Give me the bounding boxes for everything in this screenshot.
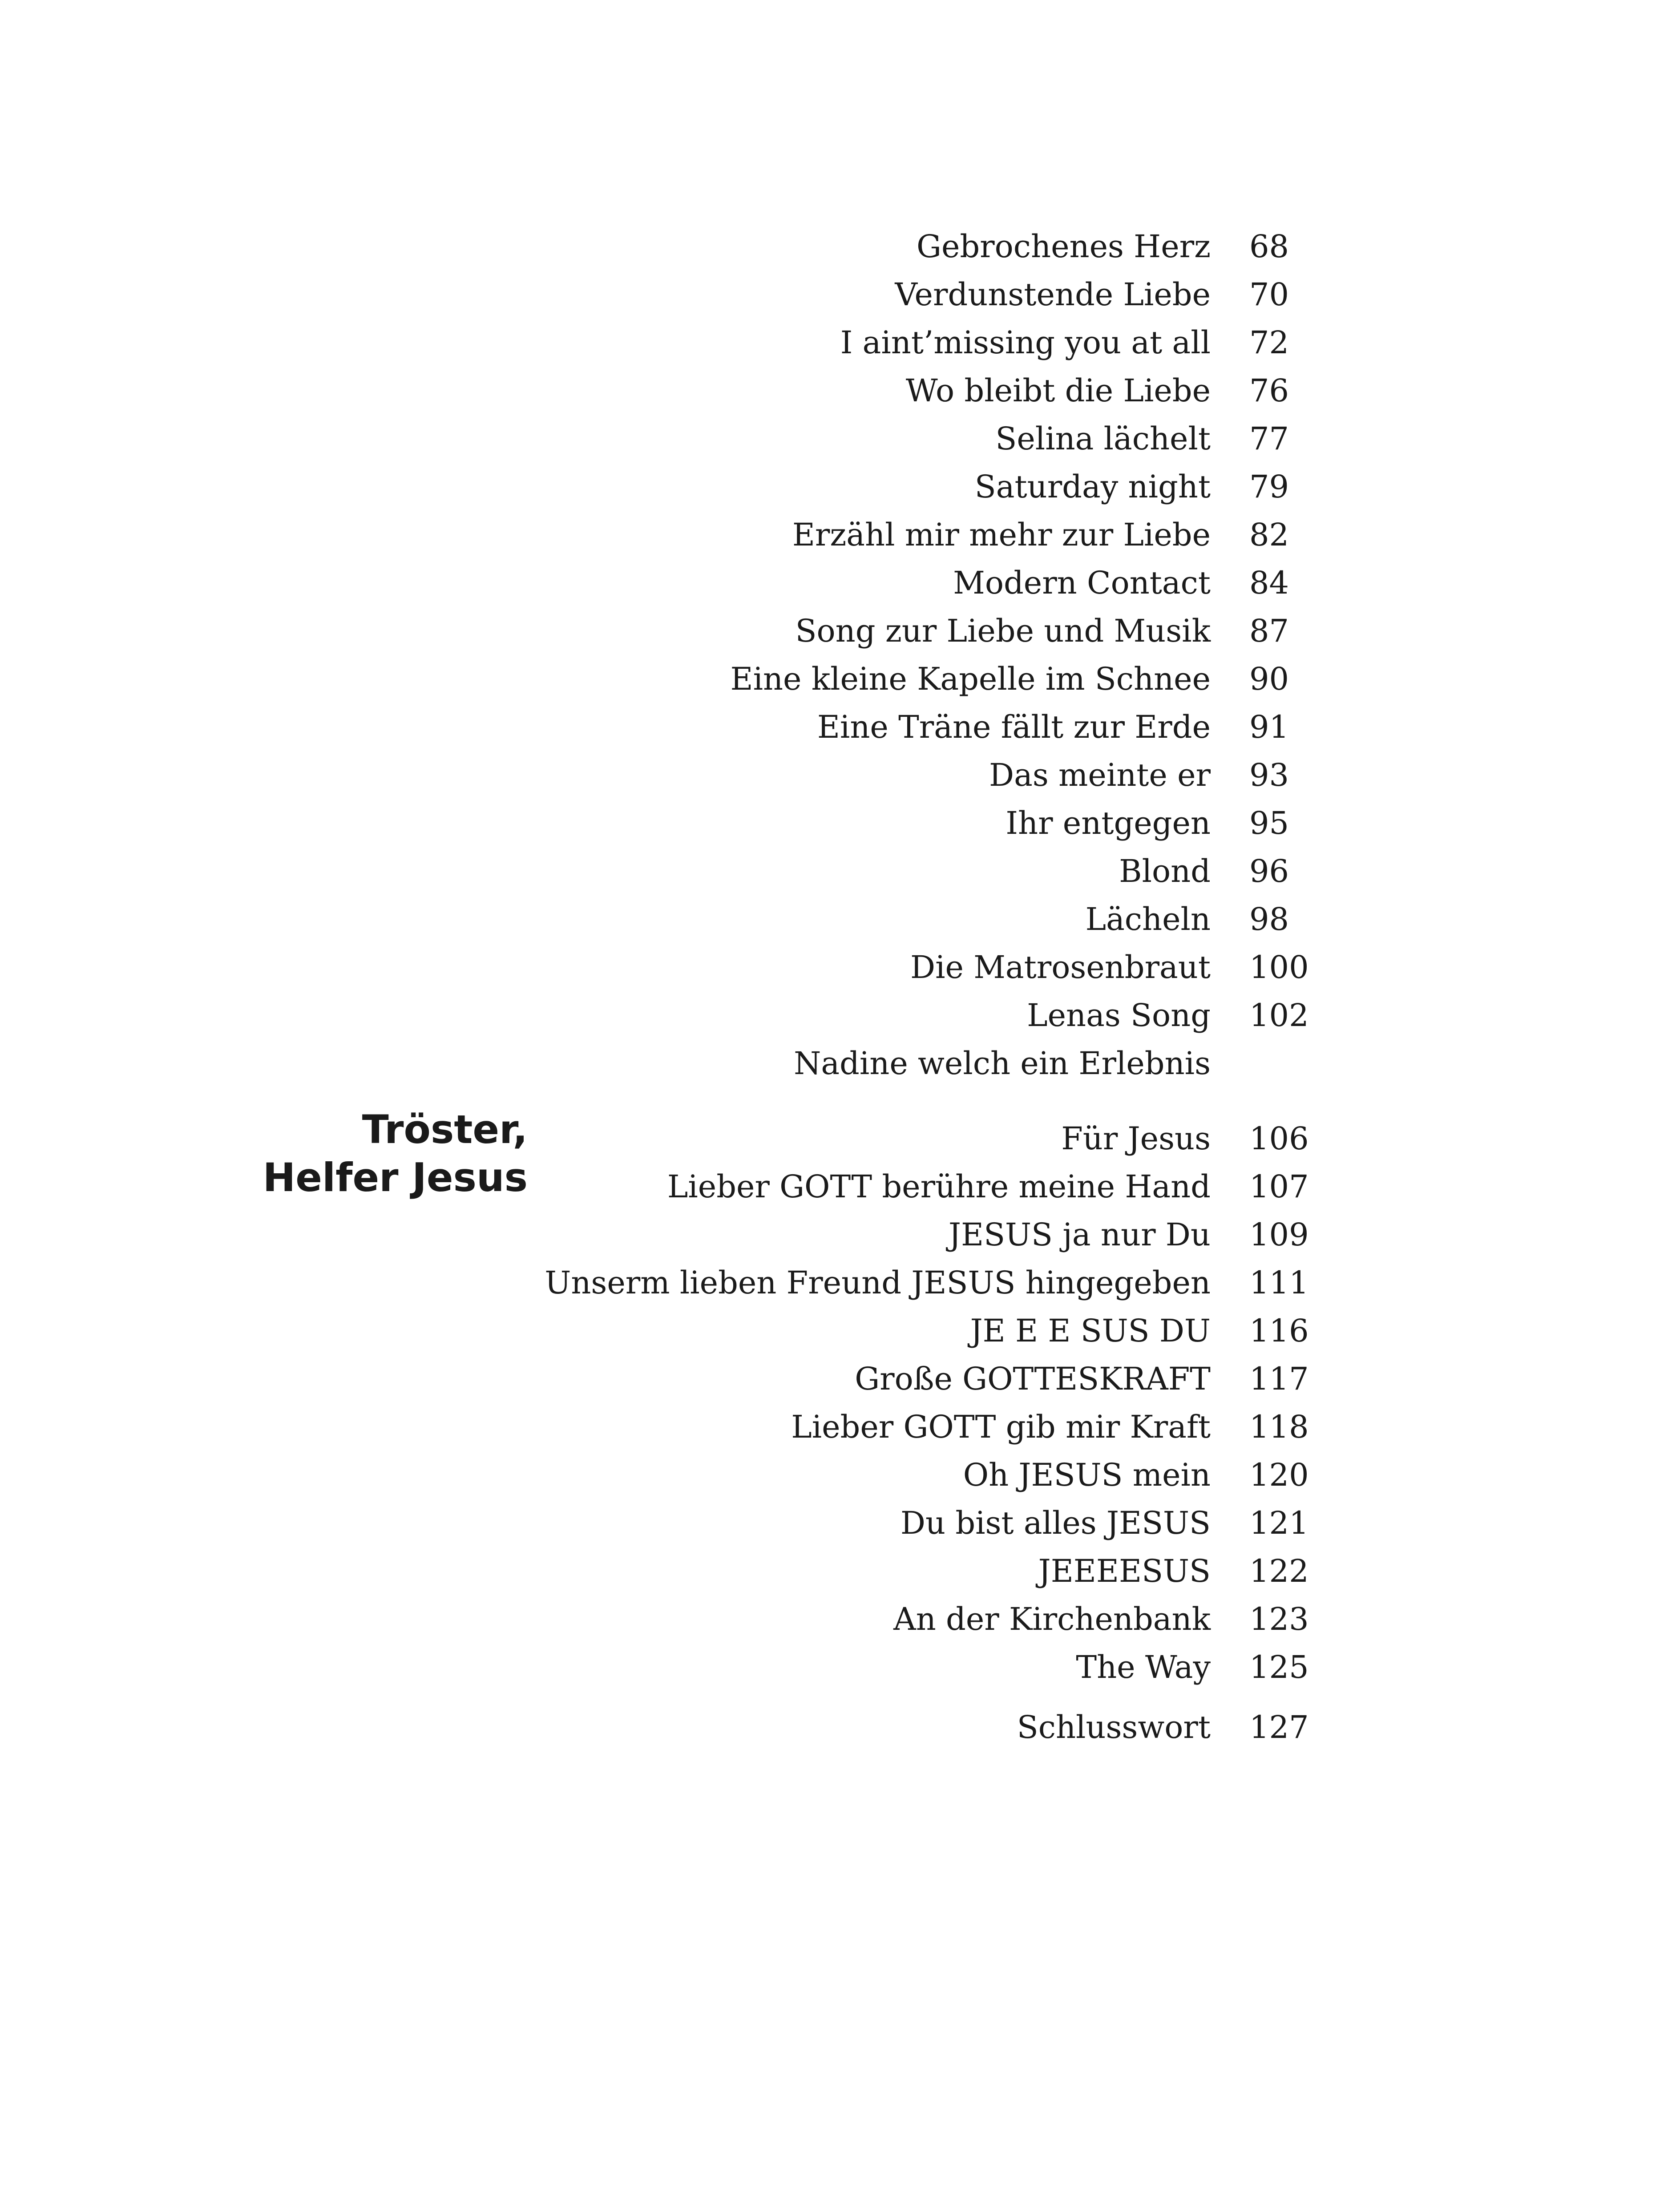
toc-entry-page: 82	[1249, 517, 1289, 553]
toc-entry-title: Blond	[1119, 853, 1211, 889]
toc-entry	[0, 799, 1680, 847]
toc-entry-page: 100	[1249, 949, 1309, 986]
toc-entry-title: I aint’missing you at all	[840, 324, 1211, 361]
toc-entry-page: 76	[1249, 372, 1289, 409]
toc-entry-title: Modern Contact	[953, 565, 1211, 601]
toc-entry-page: 118	[1249, 1409, 1309, 1445]
toc-entry-page: 125	[1249, 1649, 1309, 1685]
toc-entry-page: 123	[1249, 1601, 1309, 1637]
toc-entry	[0, 367, 1680, 415]
toc-entry-title: Du bist alles JESUS	[900, 1505, 1211, 1541]
toc-entry	[0, 1039, 1680, 1087]
toc-entry	[0, 751, 1680, 799]
toc-entry	[0, 1115, 1680, 1163]
toc-entry-title: Eine kleine Kapelle im Schnee	[730, 661, 1211, 697]
toc-entry-page: 122	[1249, 1553, 1309, 1589]
toc-entry-page: 127	[1249, 1709, 1309, 1745]
toc-entry-title: Erzähl mir mehr zur Liebe	[792, 517, 1211, 553]
toc-entry-page: 90	[1249, 661, 1289, 697]
toc-entry-title: Lieber GOTT berühre meine Hand	[667, 1168, 1211, 1205]
toc-entry-title: JESUS ja nur Du	[948, 1216, 1211, 1253]
toc-entry	[0, 1547, 1680, 1595]
toc-entry-title: Selina lächelt	[995, 420, 1211, 457]
toc-entry-title: Oh JESUS mein	[963, 1457, 1211, 1493]
toc-entry-title: Lieber GOTT gib mir Kraft	[791, 1409, 1211, 1445]
toc-entry-title: Die Matrosenbraut	[910, 949, 1211, 986]
toc-entry-page: 98	[1249, 901, 1289, 937]
toc-entry-page: 70	[1249, 276, 1289, 313]
toc-entry	[0, 271, 1680, 319]
toc-entry-page: 109	[1249, 1216, 1309, 1253]
toc-entry	[0, 319, 1680, 367]
toc-entry-page: 84	[1249, 565, 1289, 601]
toc-entry	[0, 222, 1680, 271]
toc-entry-page: 102	[1249, 997, 1309, 1034]
toc-entry-title: Für Jesus	[1061, 1120, 1211, 1157]
toc-entry-title: JE E E SUS DU	[970, 1313, 1211, 1349]
toc-entry-page: 77	[1249, 420, 1289, 457]
toc-entry-closing	[0, 1703, 1680, 1751]
toc-entry-title: Lächeln	[1085, 901, 1211, 937]
toc-entry	[0, 1595, 1680, 1643]
toc-entry	[0, 463, 1680, 511]
toc-entry	[0, 703, 1680, 751]
toc-entry	[0, 1643, 1680, 1691]
toc-entry-title: Verdunstende Liebe	[895, 276, 1211, 313]
toc-entry-page: 107	[1249, 1168, 1309, 1205]
toc-entry-page: 111	[1249, 1265, 1309, 1301]
toc-entry-title: Wo bleibt die Liebe	[905, 372, 1211, 409]
toc-entry-title: Das meinte er	[989, 757, 1211, 793]
toc-entry-title: The Way	[1076, 1649, 1211, 1685]
toc-entry-title: Gebrochenes Herz	[917, 228, 1211, 265]
toc-entry-title: Große GOTTESKRAFT	[855, 1361, 1211, 1397]
toc-entry-page: 96	[1249, 853, 1289, 889]
toc-entry	[0, 511, 1680, 559]
toc-entry-title: Lenas Song	[1027, 997, 1211, 1034]
toc-entry-page: 116	[1249, 1313, 1309, 1349]
toc-entry-title: Saturday night	[974, 469, 1211, 505]
toc-entry-title: JEEEESUS	[1038, 1553, 1211, 1589]
toc-entry	[0, 607, 1680, 655]
toc-entry	[0, 415, 1680, 463]
toc-entry	[0, 847, 1680, 895]
toc-entry-title: An der Kirchenbank	[893, 1601, 1211, 1637]
toc-entry	[0, 1163, 1680, 1211]
toc-entry-page: 93	[1249, 757, 1289, 793]
toc-entry-title: Eine Träne fällt zur Erde	[817, 709, 1211, 745]
toc-entry-page: 79	[1249, 469, 1289, 505]
toc-entry-title: Ihr entgegen	[1006, 805, 1211, 841]
toc-entry	[0, 559, 1680, 607]
toc-entry-title: Song zur Liebe und Musik	[795, 613, 1211, 649]
toc-entry	[0, 1403, 1680, 1451]
toc-entry-title: Unserm lieben Freund JESUS hingegeben	[545, 1265, 1211, 1301]
toc-entry	[0, 943, 1680, 991]
toc-entry	[0, 655, 1680, 703]
toc-entry-page: 120	[1249, 1457, 1309, 1493]
toc-entry	[0, 1451, 1680, 1499]
toc-entry-page: 95	[1249, 805, 1289, 841]
toc-entry	[0, 1499, 1680, 1547]
toc-entry	[0, 895, 1680, 943]
toc-entry-page: 106	[1249, 1120, 1309, 1157]
toc-entry-page: 87	[1249, 613, 1289, 649]
toc-entry	[0, 1259, 1680, 1307]
section-heading-line: Tröster,	[362, 1107, 528, 1152]
toc-entry-page: 72	[1249, 324, 1289, 361]
section-heading-line: Helfer Jesus	[262, 1155, 528, 1200]
toc-entry-page: 68	[1249, 228, 1289, 265]
toc-entry-page: 117	[1249, 1361, 1309, 1397]
toc-entry-page: 121	[1249, 1505, 1309, 1541]
toc-entry-page: 91	[1249, 709, 1289, 745]
toc-entry	[0, 991, 1680, 1039]
toc-entry-title: Schlusswort	[1017, 1709, 1211, 1745]
toc-entry	[0, 1307, 1680, 1355]
toc-entry	[0, 1211, 1680, 1259]
toc-entry-title: Nadine welch ein Erlebnis	[794, 1045, 1211, 1082]
toc-entry	[0, 1355, 1680, 1403]
